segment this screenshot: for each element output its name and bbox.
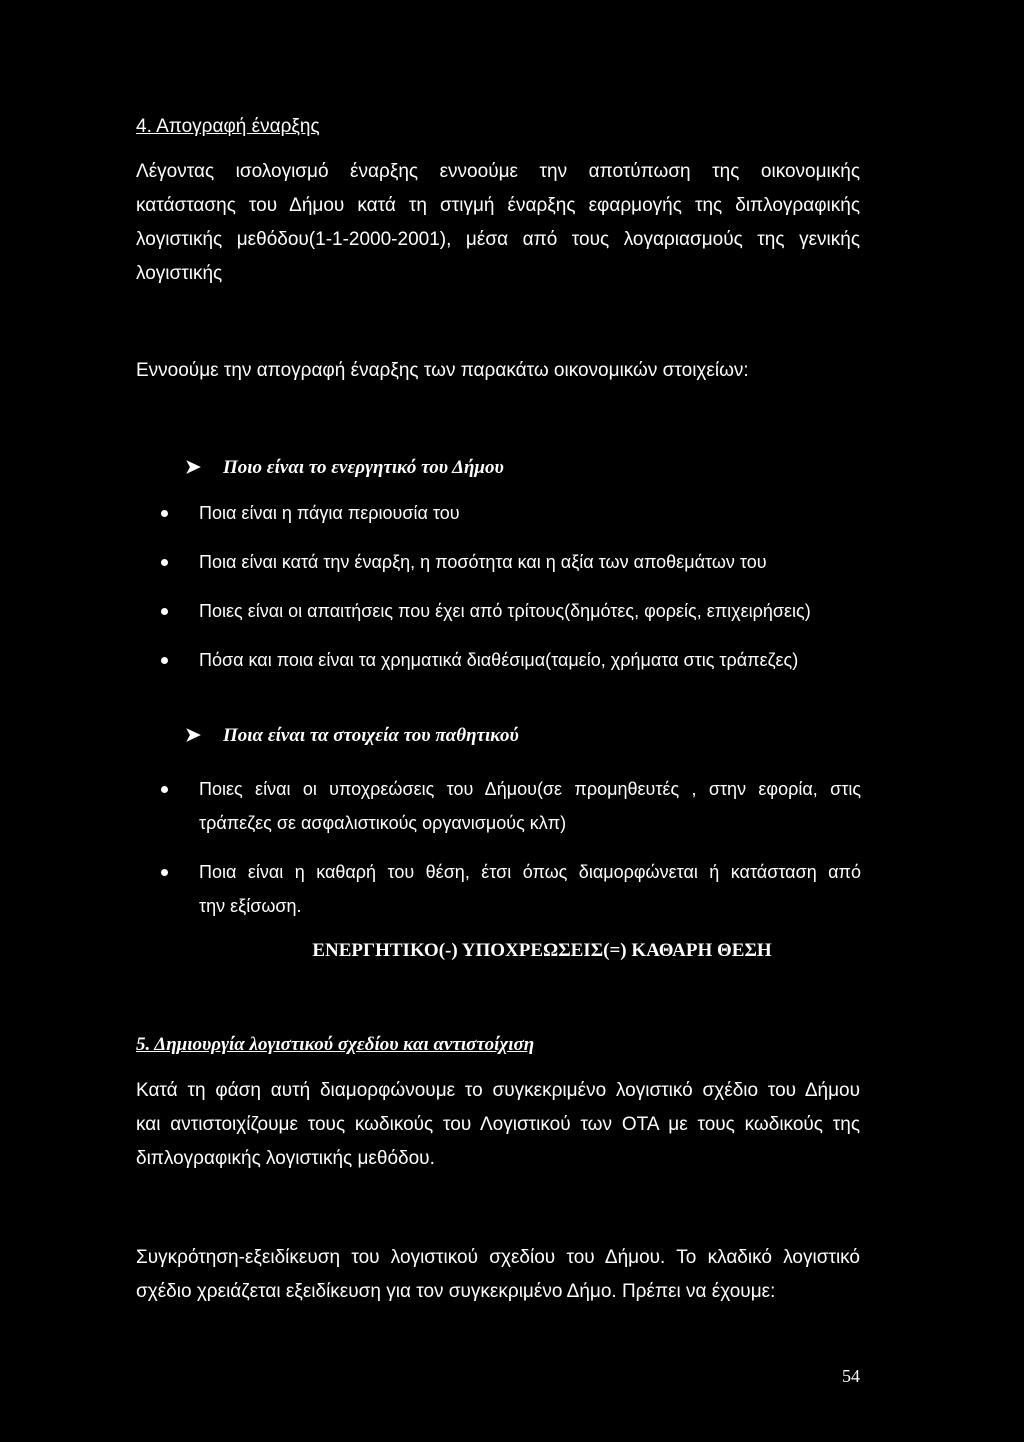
liabilities-subheading bbox=[185, 724, 519, 747]
text-line: λογιστικής μεθόδου(1-1-2000-2001), μέσα από τους λογαριασμούς της γενικής bbox=[136, 229, 860, 250]
text-line: διπλογραφικής λογιστικής μεθόδου. bbox=[136, 1148, 435, 1169]
assets-subheading-text: Ποιο είναι το ενεργητικό του Δήμου bbox=[223, 457, 504, 478]
page-number: 54 bbox=[842, 1366, 860, 1386]
balance-equation: ΕΝΕΡΓΗΤΙΚΟ(-) ΥΠΟΧΡΕΩΣΕΙΣ(=) ΚΑΘΑΡΗ ΘΕΣΗ bbox=[312, 940, 772, 961]
section-5-paragraph-1 bbox=[136, 1074, 860, 1176]
arrowhead-bullet-icon: ➤ bbox=[185, 725, 201, 746]
text-line: και αντιστοιχίζουμε τους κωδικούς του Λογιστικού των ΟΤΑ με τους κωδικούς της bbox=[136, 1114, 860, 1135]
list-item-text: τράπεζες σε ασφαλιστικούς οργανισμούς κλπ) bbox=[199, 813, 567, 833]
section-5-paragraph-2 bbox=[136, 1241, 860, 1309]
round-bullet-icon bbox=[161, 559, 168, 566]
text-line: Συγκρότηση-εξειδίκευση του λογιστικού σχεδίου του Δήμου. Το κλαδικό λογιστικό bbox=[136, 1247, 860, 1268]
list-item-text: Ποια είναι η πάγια περιουσία του bbox=[199, 503, 460, 523]
list-item-text: Πόσα και ποια είναι τα χρηματικά διαθέσιμα(ταμείο, χρήματα στις τράπεζες) bbox=[199, 650, 799, 670]
list-item-text: Ποιες είναι οι απαιτήσεις που έχει από τρίτους(δημότες, φορείς, επιχειρήσεις) bbox=[199, 601, 811, 621]
round-bullet-icon bbox=[161, 786, 168, 793]
list-item-text: Ποια είναι κατά την έναρξη, η ποσότητα και η αξία των αποθεμάτων του bbox=[199, 552, 767, 572]
round-bullet-icon bbox=[161, 608, 168, 615]
list-item-text: Ποια είναι η καθαρή του θέση, έτσι όπως διαμορφώνεται ή κατάσταση από bbox=[199, 862, 861, 882]
round-bullet-icon bbox=[161, 510, 168, 517]
intro-paragraph bbox=[136, 155, 860, 291]
arrowhead-bullet-icon: ➤ bbox=[185, 457, 201, 478]
section-4-heading: 4. Απογραφή έναρξης bbox=[136, 116, 320, 137]
text-line: λογιστικής bbox=[136, 263, 223, 284]
round-bullet-icon bbox=[161, 657, 168, 664]
lead-paragraph bbox=[136, 354, 860, 388]
assets-subheading bbox=[185, 456, 504, 479]
list-item bbox=[161, 545, 861, 579]
text-line: Εννοούμε την απογραφή έναρξης των παρακάτω οικονομικών στοιχείων: bbox=[136, 360, 749, 381]
text-line: Λέγοντας ισολογισμό έναρξης εννοούμε την αποτύπωση της οικονομικής bbox=[136, 161, 860, 182]
list-item-text: Ποιες είναι οι υποχρεώσεις του Δήμου(σε προμηθευτές , στην εφορία, στις bbox=[199, 779, 861, 799]
list-item bbox=[161, 772, 861, 840]
liabilities-subheading-text: Ποια είναι τα στοιχεία του παθητικού bbox=[223, 725, 519, 746]
text-line: Κατά τη φάση αυτή διαμορφώνουμε το συγκεκριμένο λογιστικό σχέδιο του Δήμου bbox=[136, 1080, 860, 1101]
list-item bbox=[161, 643, 861, 677]
section-5-heading: 5. Δημιουργία λογιστικού σχεδίου και αντιστοίχιση bbox=[136, 1034, 535, 1055]
list-item-text: την εξίσωση. bbox=[199, 896, 302, 916]
list-item bbox=[161, 496, 861, 530]
list-item bbox=[161, 855, 861, 923]
text-line: κατάστασης του Δήμου κατά τη στιγμή έναρξης εφαρμογής της διπλογραφικής bbox=[136, 195, 860, 216]
text-line: σχέδιο χρειάζεται εξειδίκευση για τον συγκεκριμένο Δήμο. Πρέπει να έχουμε: bbox=[136, 1281, 776, 1302]
list-item bbox=[161, 594, 861, 628]
round-bullet-icon bbox=[161, 869, 168, 876]
